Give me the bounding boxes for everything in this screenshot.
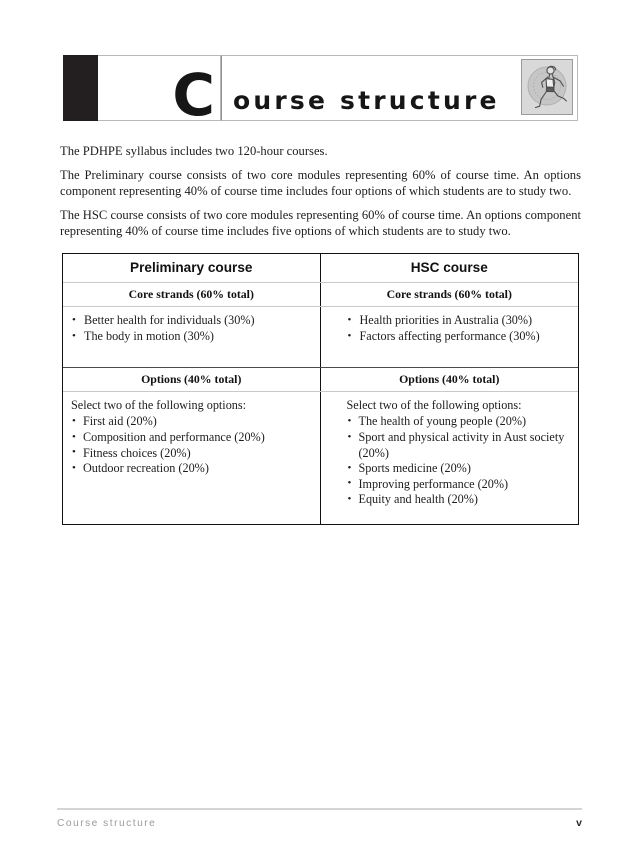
list-item: • Composition and performance (20%) bbox=[71, 430, 312, 446]
intro-paragraphs bbox=[60, 143, 581, 240]
list-item: • Fitness choices (20%) bbox=[71, 446, 312, 462]
list-item: • Factors affecting performance (30%) bbox=[347, 329, 571, 345]
paragraph-3: The HSC course consists of two core modules representing 60% of course time. An options component representing 40% of course time includes five options of which students are to study two. bbox=[60, 207, 581, 239]
table-cell-hsc-core-items bbox=[321, 307, 579, 366]
table-cell-preliminary-title bbox=[63, 254, 321, 282]
table-row-core-items bbox=[63, 306, 578, 366]
core-list-preliminary bbox=[71, 313, 312, 344]
list-item: • Better health for individuals (30%) bbox=[71, 313, 312, 329]
paragraph-2: The Preliminary course consists of two core modules representing 60% of course time. An options component representing 40% of course time includes four options of which students are to study two. bbox=[60, 167, 581, 199]
column-title-preliminary: Preliminary course bbox=[130, 260, 253, 275]
footer-content bbox=[57, 810, 582, 829]
list-item: • Health priorities in Australia (30%) bbox=[347, 313, 571, 329]
footer-page-number: v bbox=[576, 817, 582, 829]
column-title-hsc: HSC course bbox=[410, 260, 488, 275]
running-figure-icon bbox=[521, 59, 573, 115]
options-header-hsc: Options (40% total) bbox=[399, 371, 500, 386]
table-cell-preliminary-options-header bbox=[63, 368, 321, 391]
table-row-options-items bbox=[63, 391, 578, 524]
core-list-hsc bbox=[347, 313, 571, 344]
list-item: • Outdoor recreation (20%) bbox=[71, 461, 312, 477]
core-strands-header-hsc: Core strands (60% total) bbox=[386, 287, 512, 302]
table-cell-preliminary-core-header bbox=[63, 283, 321, 306]
list-item: • The health of young people (20%) bbox=[347, 414, 571, 430]
options-lead-hsc: Select two of the following options: bbox=[346, 397, 522, 412]
page-footer bbox=[57, 808, 582, 829]
options-list-hsc bbox=[347, 414, 571, 508]
paragraph-1: The PDHPE syllabus includes two 120-hour courses. bbox=[60, 144, 328, 158]
list-item: • Sport and physical activity in Aust society (20%) bbox=[347, 430, 571, 461]
course-structure-table bbox=[62, 253, 579, 525]
header-black-block bbox=[63, 55, 98, 121]
header-drop-cap-cell bbox=[98, 55, 221, 129]
table-row-course-titles bbox=[63, 254, 578, 282]
table-cell-hsc-options-header bbox=[321, 368, 579, 391]
list-item: • First aid (20%) bbox=[71, 414, 312, 430]
table-cell-hsc-core-header bbox=[321, 283, 579, 306]
list-item: • The body in motion (30%) bbox=[71, 329, 312, 345]
list-item: • Improving performance (20%) bbox=[347, 477, 571, 493]
table-row-options-headers bbox=[63, 367, 578, 391]
header-title-cell bbox=[221, 55, 578, 121]
footer-section-label: Course structure bbox=[57, 818, 157, 829]
options-header-preliminary: Options (40% total) bbox=[141, 371, 242, 386]
table-cell-hsc-title bbox=[321, 254, 579, 282]
table-cell-preliminary-core-items bbox=[63, 307, 321, 366]
core-strands-header-preliminary: Core strands (60% total) bbox=[128, 287, 254, 302]
page-title-drop-cap: C bbox=[172, 61, 214, 129]
table-row-core-headers bbox=[63, 282, 578, 306]
table-cell-hsc-options-items bbox=[321, 392, 579, 524]
page-header-band bbox=[63, 55, 578, 129]
list-item: • Equity and health (20%) bbox=[347, 492, 571, 508]
page-title: ourse structure bbox=[233, 86, 500, 115]
options-lead-preliminary: Select two of the following options: bbox=[71, 397, 247, 412]
list-item: • Sports medicine (20%) bbox=[347, 461, 571, 477]
options-list-preliminary bbox=[71, 414, 312, 476]
table-cell-preliminary-options-items bbox=[63, 392, 321, 524]
